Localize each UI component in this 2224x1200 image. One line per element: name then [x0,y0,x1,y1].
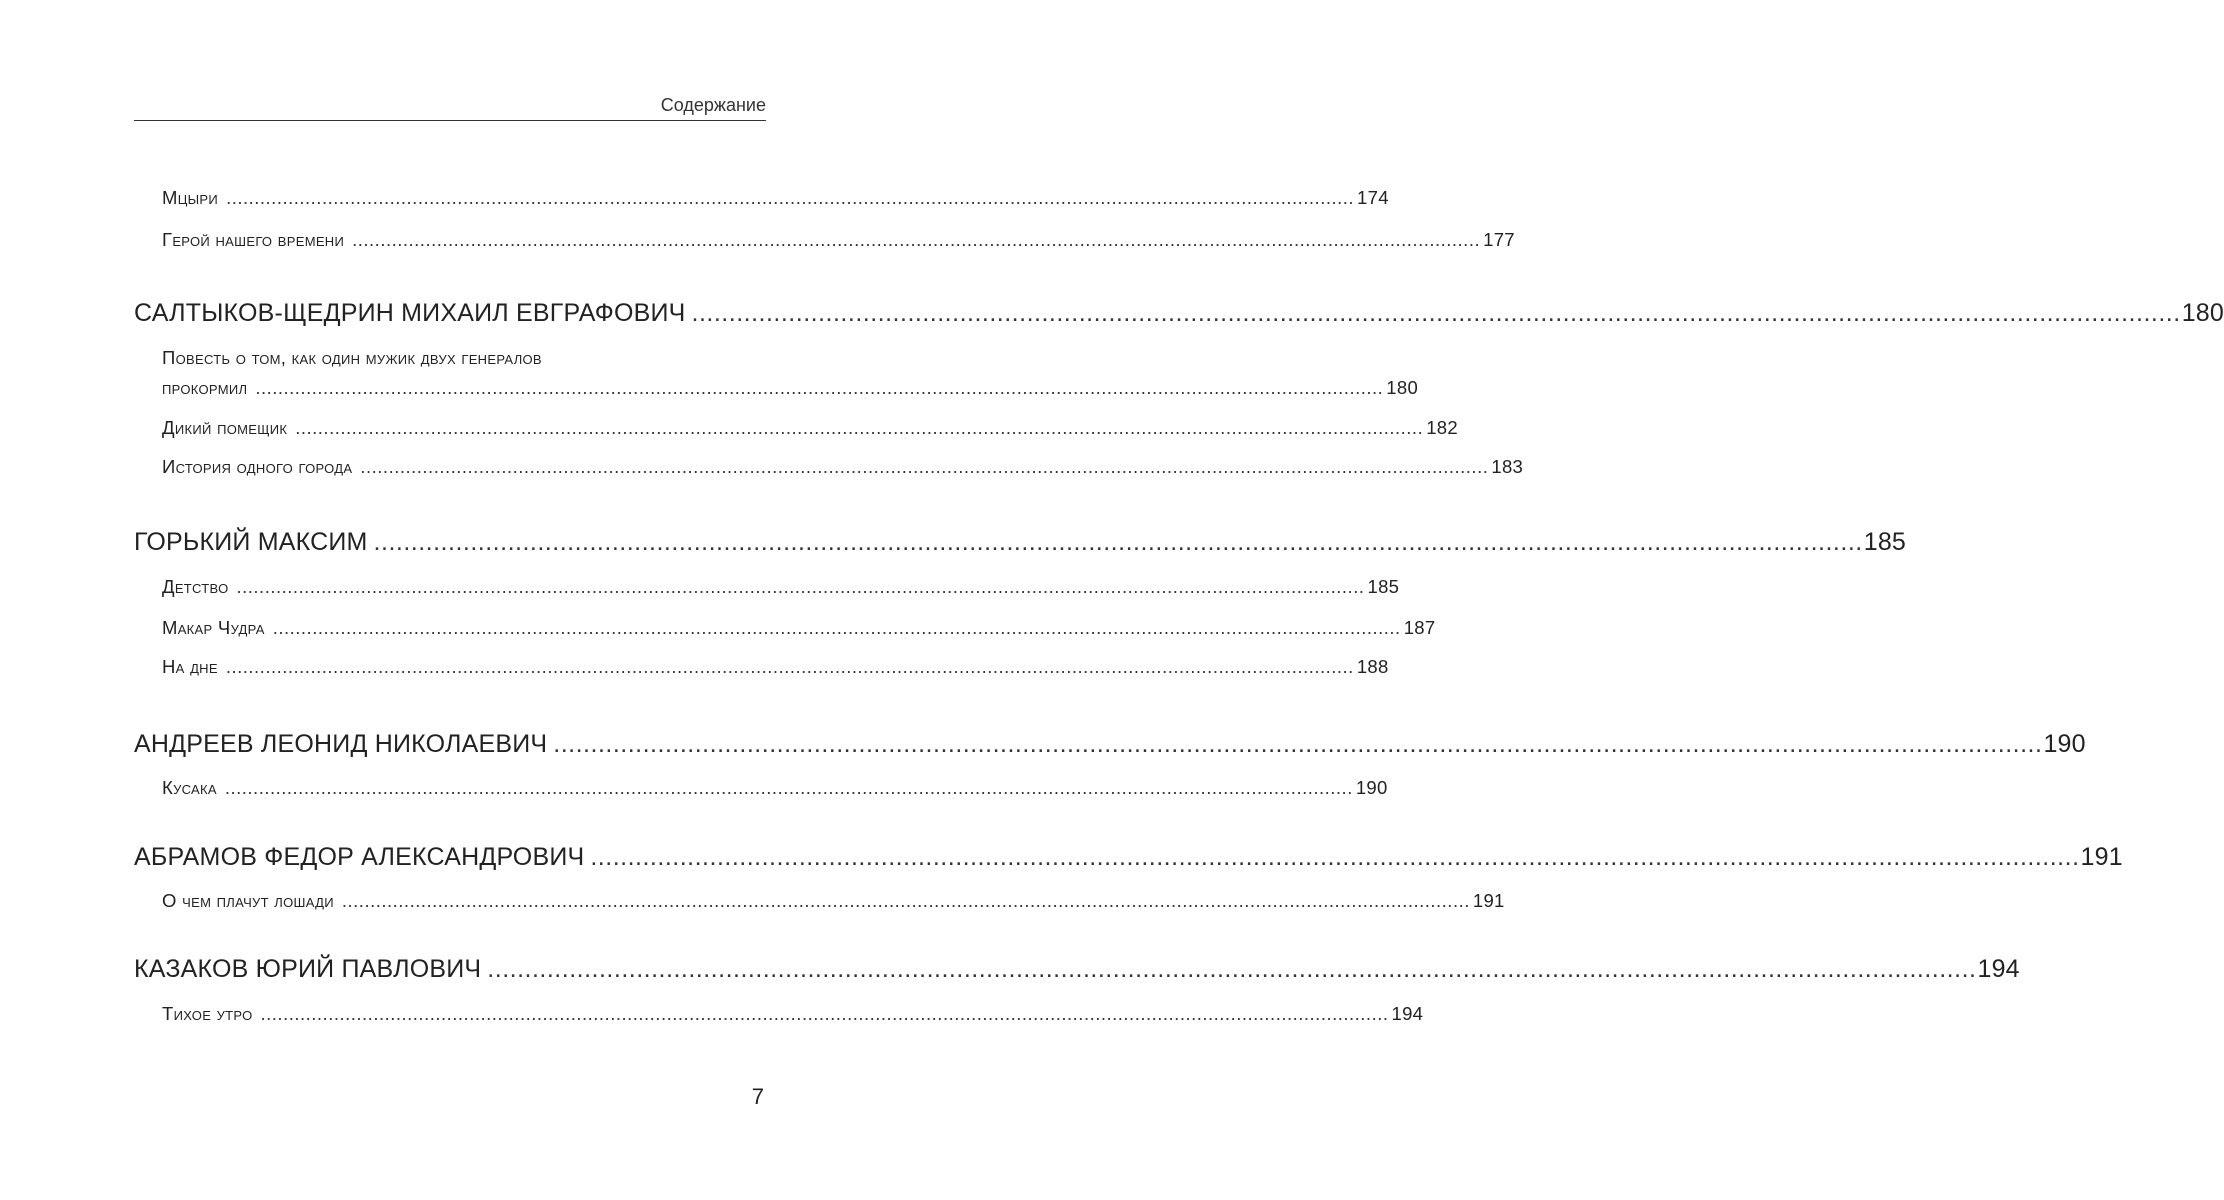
leader-dots: ........................................................................................................................................................................................................ [226,187,1355,208]
toc-page-number: 187 [1403,617,1436,638]
leader-dots: ........................................................................................................................................................................................................ [691,299,2181,327]
leader-dots: ........................................................................................................................................................................................................ [224,777,1353,798]
running-head: Содержание [660,95,766,115]
toc-title: Мцыри [162,187,219,208]
toc-title: Дикий помещик [162,417,288,438]
toc-page-number: 191 [2080,843,2123,871]
toc-page-number: 194 [1977,955,2020,983]
toc-page-number: 183 [1491,456,1524,477]
toc-page-number: 185 [1863,528,1907,556]
toc-entry-work[interactable] [162,229,1515,251]
toc-author-name: САЛТЫКОВ-ЩЕДРИН МИХАИЛ ЕВГРАФОВИЧ [134,299,686,327]
toc-page-number: 188 [1356,656,1389,677]
toc-page-number: 182 [1426,417,1458,438]
toc-page-number: 177 [1483,229,1515,250]
leader-dots: ........................................................................................................................................................................................................ [260,1003,1389,1024]
toc-entry-author[interactable] [134,730,2086,759]
toc-entry-work[interactable] [162,187,1389,209]
toc-title: Макар Чудра [162,617,265,638]
toc-title: Герой нашего времени [162,229,345,250]
toc-page-number: 180 [1386,377,1419,398]
toc-author-name: ГОРЬКИЙ МАКСИМ [134,528,368,556]
toc-title-line1[interactable]: Повесть о том, как один мужик двух генералов [162,347,542,368]
leader-dots: ........................................................................................................................................................................................................ [295,417,1424,438]
toc-title: О чем плачут лошади [162,890,334,911]
toc-page-number: 185 [1367,576,1400,597]
leader-dots: ........................................................................................................................................................................................................ [341,890,1470,911]
leader-dots: ........................................................................................................................................................................................................ [272,617,1401,638]
leader-dots: ........................................................................................................................................................................................................ [225,656,1354,677]
leader-dots: ........................................................................................................................................................................................................ [487,955,1977,983]
toc-entry-work[interactable] [162,890,1505,912]
toc-entry-work[interactable] [162,1003,1424,1025]
toc-entry-work[interactable] [162,417,1458,439]
toc-title: На дне [162,656,218,677]
toc-entry-work[interactable] [162,617,1436,639]
toc-page-number: 174 [1357,187,1389,208]
leader-dots: ........................................................................................................................................................................................................ [590,843,2080,871]
toc-entry-author[interactable] [134,299,2224,328]
toc-author-name: КАЗАКОВ ЮРИЙ ПАВЛОВИЧ [134,955,482,983]
toc-title: Детство [162,576,229,597]
toc-entry-author[interactable] [134,843,2123,872]
toc-entry-work[interactable] [162,377,1419,399]
toc-entry-work[interactable] [162,656,1389,678]
toc-author-name: АБРАМОВ ФЕДОР АЛЕКСАНДРОВИЧ [134,843,585,871]
toc-title: Кусака [162,777,217,798]
leader-dots: ........................................................................................................................................................................................................ [352,229,1481,250]
toc-title: прокормил [162,377,248,398]
toc-page-number: 194 [1391,1003,1424,1024]
leader-dots: ........................................................................................................................................................................................................ [255,377,1384,398]
leader-dots: ........................................................................................................................................................................................................ [373,528,1863,556]
toc-entry-author[interactable] [134,528,1907,557]
page-number: 7 [751,1084,764,1109]
toc-entry-work[interactable] [162,576,1400,598]
toc-entry-author[interactable] [134,955,2020,984]
toc-entry-work[interactable] [162,777,1388,799]
toc-page-number: 191 [1472,890,1505,911]
leader-dots: ........................................................................................................................................................................................................ [553,730,2043,758]
toc-page-number: 190 [2043,730,2086,758]
toc-author-name: АНДРЕЕВ ЛЕОНИД НИКОЛАЕВИЧ [134,730,548,758]
toc-page-number: 180 [2181,299,2224,327]
leader-dots: ........................................................................................................................................................................................................ [360,456,1489,477]
toc-title: История одного города [162,456,353,477]
leader-dots: ........................................................................................................................................................................................................ [236,576,1365,597]
toc-page-number: 190 [1355,777,1388,798]
toc-title: Тихое утро [162,1003,253,1024]
toc-entry-work[interactable] [162,456,1524,478]
